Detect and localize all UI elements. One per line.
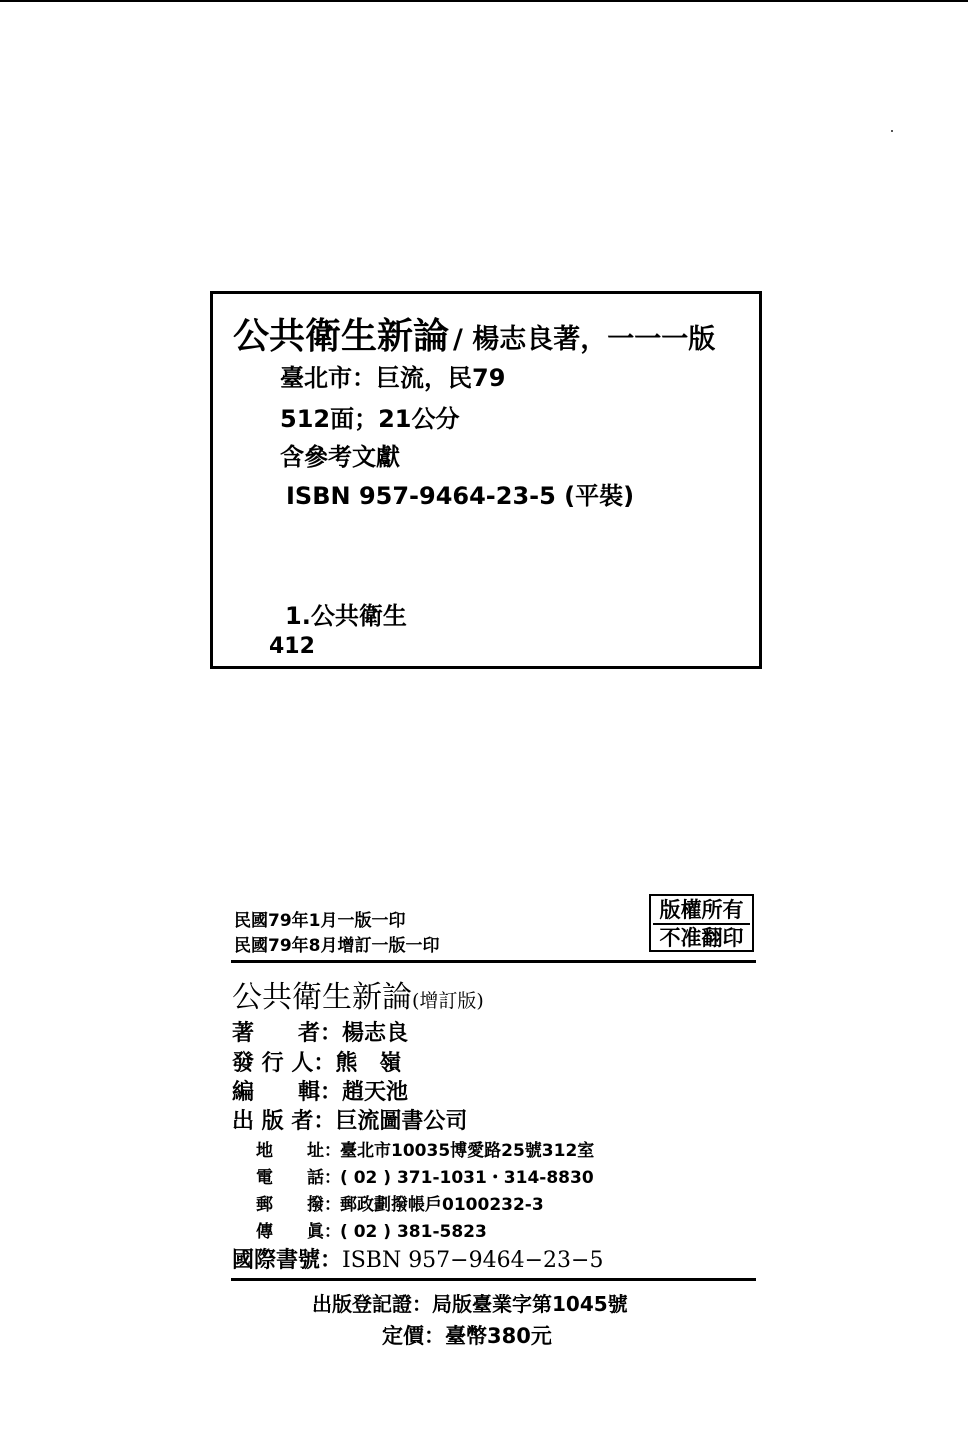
author-row <box>232 1016 408 1047</box>
isbn-label: 國際書號： <box>232 1248 343 1273</box>
price: 定價：臺幣380元 <box>382 1324 552 1348</box>
cip-bibliography-note: 含參考文獻 <box>280 443 400 471</box>
colophon-title-suffix: (增訂版) <box>412 990 484 1012</box>
colophon-top-rule <box>231 960 756 963</box>
isbn-value: ISBN 957−9464−23−5 <box>342 1248 604 1273</box>
editor-row <box>232 1075 408 1106</box>
publisher-value: 巨流圖書公司 <box>335 1109 468 1134</box>
author-label: 著 者： <box>232 1021 343 1046</box>
registration-note: 出版登記證：局版臺業字第1045號 <box>312 1292 628 1316</box>
fax-label: 傳 眞： <box>256 1222 341 1242</box>
cip-isbn: ISBN 957-9464-23-5 (平裝) <box>286 482 635 510</box>
editor-value: 趙天池 <box>342 1080 409 1105</box>
colophon-title-row <box>232 972 484 1016</box>
top-border-line <box>0 0 968 2</box>
address-label: 地 址： <box>256 1141 341 1161</box>
colophon-title: 公共衛生新論 <box>232 980 412 1015</box>
cip-extent: 512面；21公分 <box>280 405 460 433</box>
phone-value: ( 02 ) 371-1031・314-8830 <box>340 1168 594 1188</box>
postal-value: 郵政劃撥帳戶0100232-3 <box>340 1195 544 1215</box>
cip-subject: 1.公共衛生 <box>285 602 407 630</box>
isbn-row <box>232 1243 603 1274</box>
author-value: 楊志良 <box>342 1021 409 1046</box>
cip-title: 公共衛生新論 <box>233 316 450 357</box>
edition-revised: 民國79年8月增訂一版一印 <box>234 936 440 956</box>
edition-first: 民國79年1月一版一印 <box>234 911 406 931</box>
rights-reserved-box <box>649 894 754 952</box>
cip-card <box>210 291 762 669</box>
rights-line-2: 不准翻印 <box>653 923 750 951</box>
cip-imprint: 臺北市：巨流，民79 <box>280 364 506 392</box>
scan-speck <box>891 130 893 132</box>
issuer-label: 發 行 人： <box>232 1051 336 1076</box>
postal-row <box>232 1190 544 1215</box>
address-row <box>232 1136 594 1161</box>
address-value: 臺北市10035博愛路25號312室 <box>340 1141 595 1161</box>
rights-line-1: 版權所有 <box>659 898 744 922</box>
publisher-label: 出 版 者： <box>232 1109 336 1134</box>
phone-row <box>232 1163 594 1188</box>
publisher-row <box>232 1104 467 1135</box>
cip-title-row <box>233 308 715 359</box>
phone-label: 電 話： <box>256 1168 341 1188</box>
issuer-row <box>232 1046 401 1077</box>
editor-label: 編 輯： <box>232 1080 343 1105</box>
postal-label: 郵 撥： <box>256 1195 341 1215</box>
cip-responsibility: / 楊志良著，一一一版 <box>453 324 716 355</box>
fax-row <box>232 1217 487 1242</box>
colophon-bottom-rule <box>231 1278 756 1281</box>
issuer-value: 熊 嶺 <box>335 1051 402 1076</box>
fax-value: ( 02 ) 381-5823 <box>340 1222 487 1242</box>
cip-class-number: 412 <box>269 634 315 659</box>
